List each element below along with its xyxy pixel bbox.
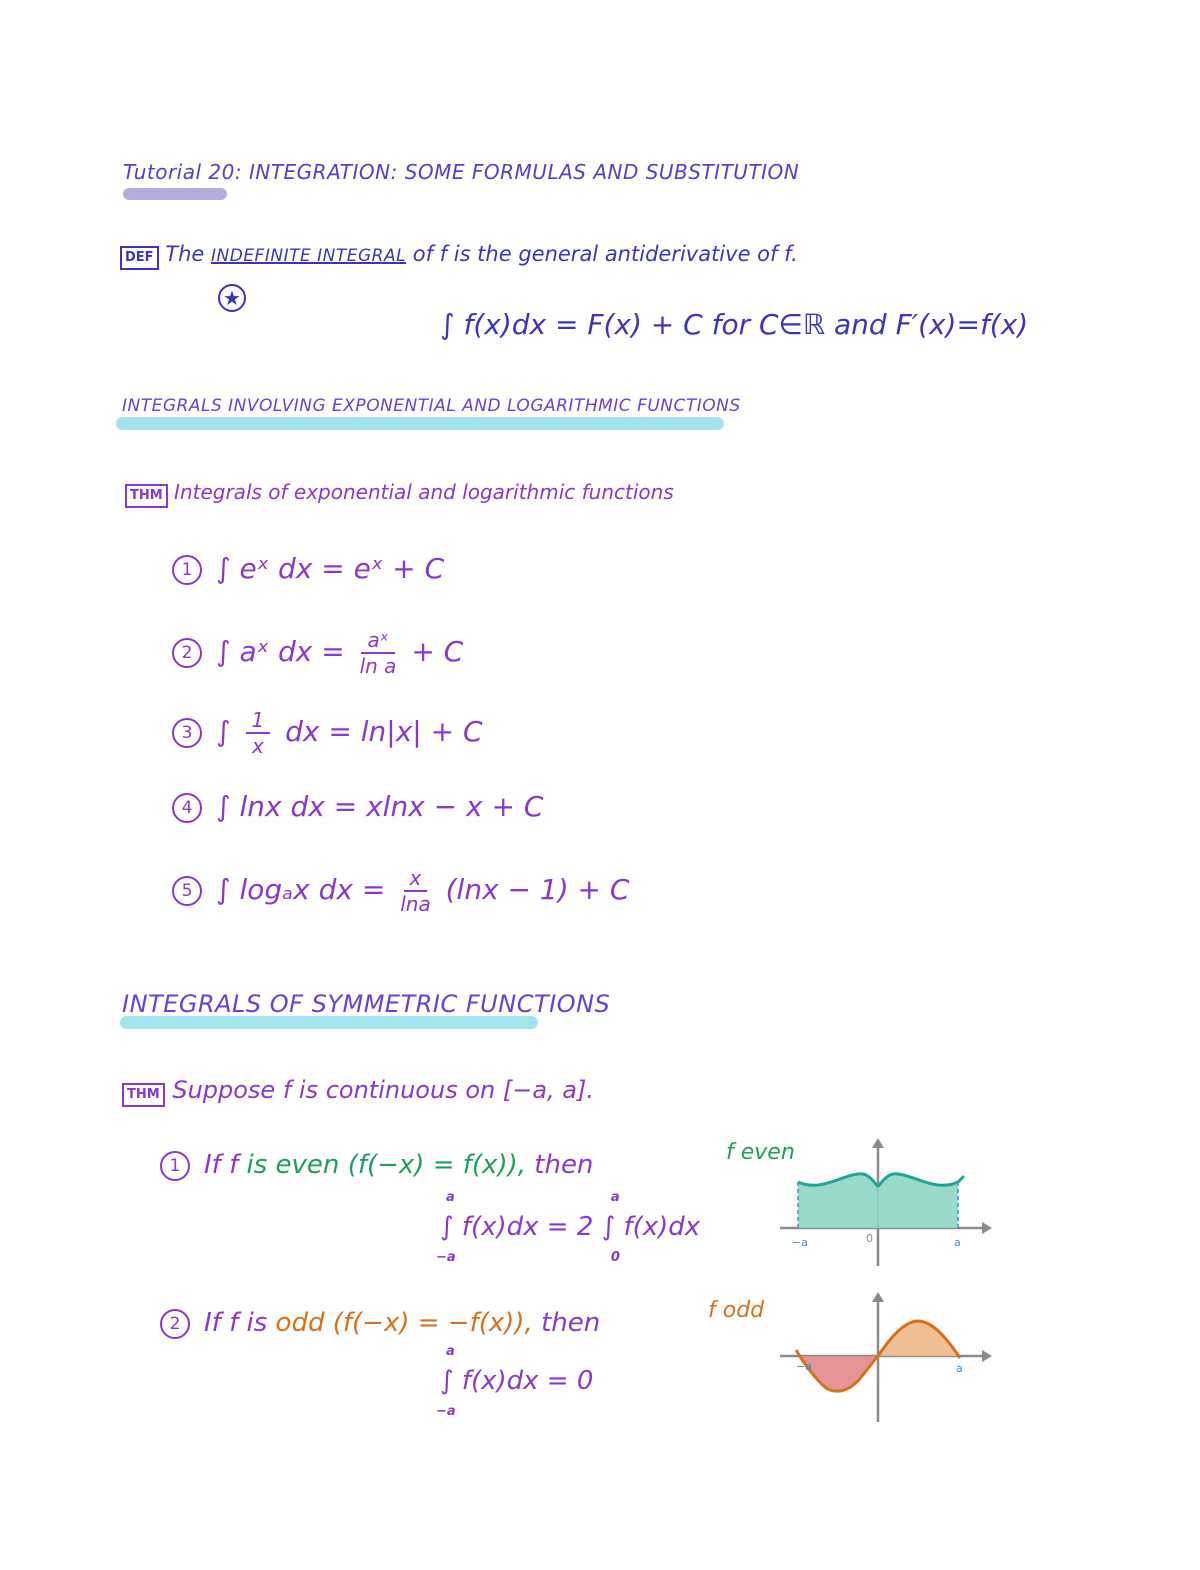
even-number: 1 — [160, 1151, 190, 1181]
def-text-before: The — [165, 242, 205, 266]
odd-function-graph — [780, 1288, 1000, 1428]
y-axis-arrow — [872, 1292, 884, 1302]
even-function-graph — [780, 1130, 1000, 1270]
odd-lower-limit: −a — [436, 1404, 456, 1419]
even-lower-limit-rhs: 0 — [610, 1250, 620, 1265]
even-eq-lhs: ∫ f(x)dx = — [440, 1212, 569, 1242]
even-condition: (f(−x) = f(x)), — [347, 1150, 526, 1180]
title-main: INTEGRATION: SOME FORMULAS AND SUBSTITUTION — [248, 160, 800, 184]
tick-neg-a: −a — [796, 1360, 812, 1373]
even-eq-rhs: 2 ∫ f(x)dx — [576, 1212, 701, 1242]
section2-heading: INTEGRALS OF SYMMETRIC FUNCTIONS — [122, 990, 611, 1018]
even-statement — [160, 1150, 593, 1181]
even-curve — [798, 1174, 964, 1186]
fraction — [246, 708, 271, 758]
tick-neg-a: −a — [792, 1236, 808, 1249]
x-axis-arrow — [982, 1222, 992, 1234]
odd-condition: (f(−x) = −f(x)), — [332, 1308, 533, 1338]
even-graph-label: f even — [726, 1140, 795, 1165]
odd-statement — [160, 1308, 600, 1339]
title-prefix: Tutorial 20: — [123, 160, 243, 184]
formula-rhs: dx = ln|x| + C — [285, 715, 483, 748]
fraction-numerator: x — [404, 866, 428, 892]
even-then: then — [534, 1150, 594, 1180]
def-text-after: of f is the general antiderivative of f. — [412, 242, 798, 266]
formula-text: ∫ lnx dx = xlnx − x + C — [216, 790, 544, 823]
x-axis-arrow — [982, 1350, 992, 1362]
formula-number: 5 — [172, 876, 202, 906]
def-term: INDEFINITE INTEGRAL — [211, 246, 407, 266]
def-badge: DEF — [120, 246, 159, 270]
formula-rhs: + C — [411, 635, 464, 668]
fraction-numerator: 1 — [246, 708, 271, 734]
definition-line — [120, 242, 798, 270]
thm1-badge: THM — [125, 484, 168, 508]
definition-equation: ∫ f(x)dx = F(x) + C for C∈ℝ and F′(x)=f(x) — [440, 308, 1029, 341]
fraction — [400, 866, 431, 916]
fraction-denominator: ln a — [359, 654, 397, 678]
even-lower-limit-lhs: −a — [436, 1250, 456, 1265]
fraction — [360, 628, 397, 678]
formula-2 — [172, 628, 463, 678]
even-equation — [436, 1190, 701, 1265]
thm2-badge: THM — [122, 1083, 165, 1107]
formula-lhs: ∫ logₐx dx = — [216, 873, 386, 906]
even-kind: is even — [246, 1150, 340, 1180]
star-badge: ★ — [218, 284, 246, 312]
odd-text-before: If f is — [204, 1308, 268, 1338]
formula-number: 1 — [172, 555, 202, 585]
thm1-text: Integrals of exponential and logarithmic functions — [174, 480, 674, 504]
even-upper-limit-rhs: a — [610, 1190, 620, 1205]
formula-number: 3 — [172, 718, 202, 748]
section1-heading: INTEGRALS INVOLVING EXPONENTIAL AND LOGARITHMIC FUNCTIONS — [122, 396, 741, 416]
fraction-numerator: aˣ — [361, 628, 394, 654]
odd-then: then — [541, 1308, 601, 1338]
tick-zero: 0 — [866, 1232, 873, 1245]
odd-eq: ∫ f(x)dx = 0 — [440, 1366, 594, 1396]
y-axis-arrow — [872, 1138, 884, 1148]
formula-rhs: (lnx − 1) + C — [445, 873, 630, 906]
page-title — [123, 160, 799, 184]
formula-4 — [172, 790, 543, 823]
odd-kind: odd — [275, 1308, 325, 1338]
formula-1 — [172, 552, 444, 585]
odd-upper-limit: a — [446, 1344, 455, 1359]
section1-highlight — [116, 417, 724, 430]
even-upper-limit-lhs: a — [446, 1190, 455, 1205]
theorem2-line — [122, 1076, 594, 1107]
tick-a: a — [954, 1236, 961, 1249]
even-eq-rhs-wrap — [576, 1190, 701, 1265]
even-text-before: If f — [204, 1150, 239, 1180]
formula-lhs: ∫ — [216, 715, 231, 748]
formula-number: 2 — [172, 638, 202, 668]
odd-graph-label: f odd — [708, 1298, 765, 1323]
formula-text: ∫ eˣ dx = eˣ + C — [216, 552, 445, 585]
formula-3 — [172, 708, 483, 758]
thm2-text: Suppose f is continuous on [−a, a]. — [172, 1076, 594, 1104]
odd-number: 2 — [160, 1309, 190, 1339]
formula-lhs: ∫ aˣ dx = — [216, 635, 345, 668]
odd-equation — [436, 1344, 594, 1419]
tick-a: a — [956, 1362, 963, 1375]
title-highlight — [123, 188, 227, 200]
fraction-denominator: x — [251, 734, 264, 758]
fraction-denominator: lna — [400, 892, 431, 916]
formula-5 — [172, 866, 629, 916]
theorem1-line — [125, 480, 674, 508]
formula-number: 4 — [172, 793, 202, 823]
